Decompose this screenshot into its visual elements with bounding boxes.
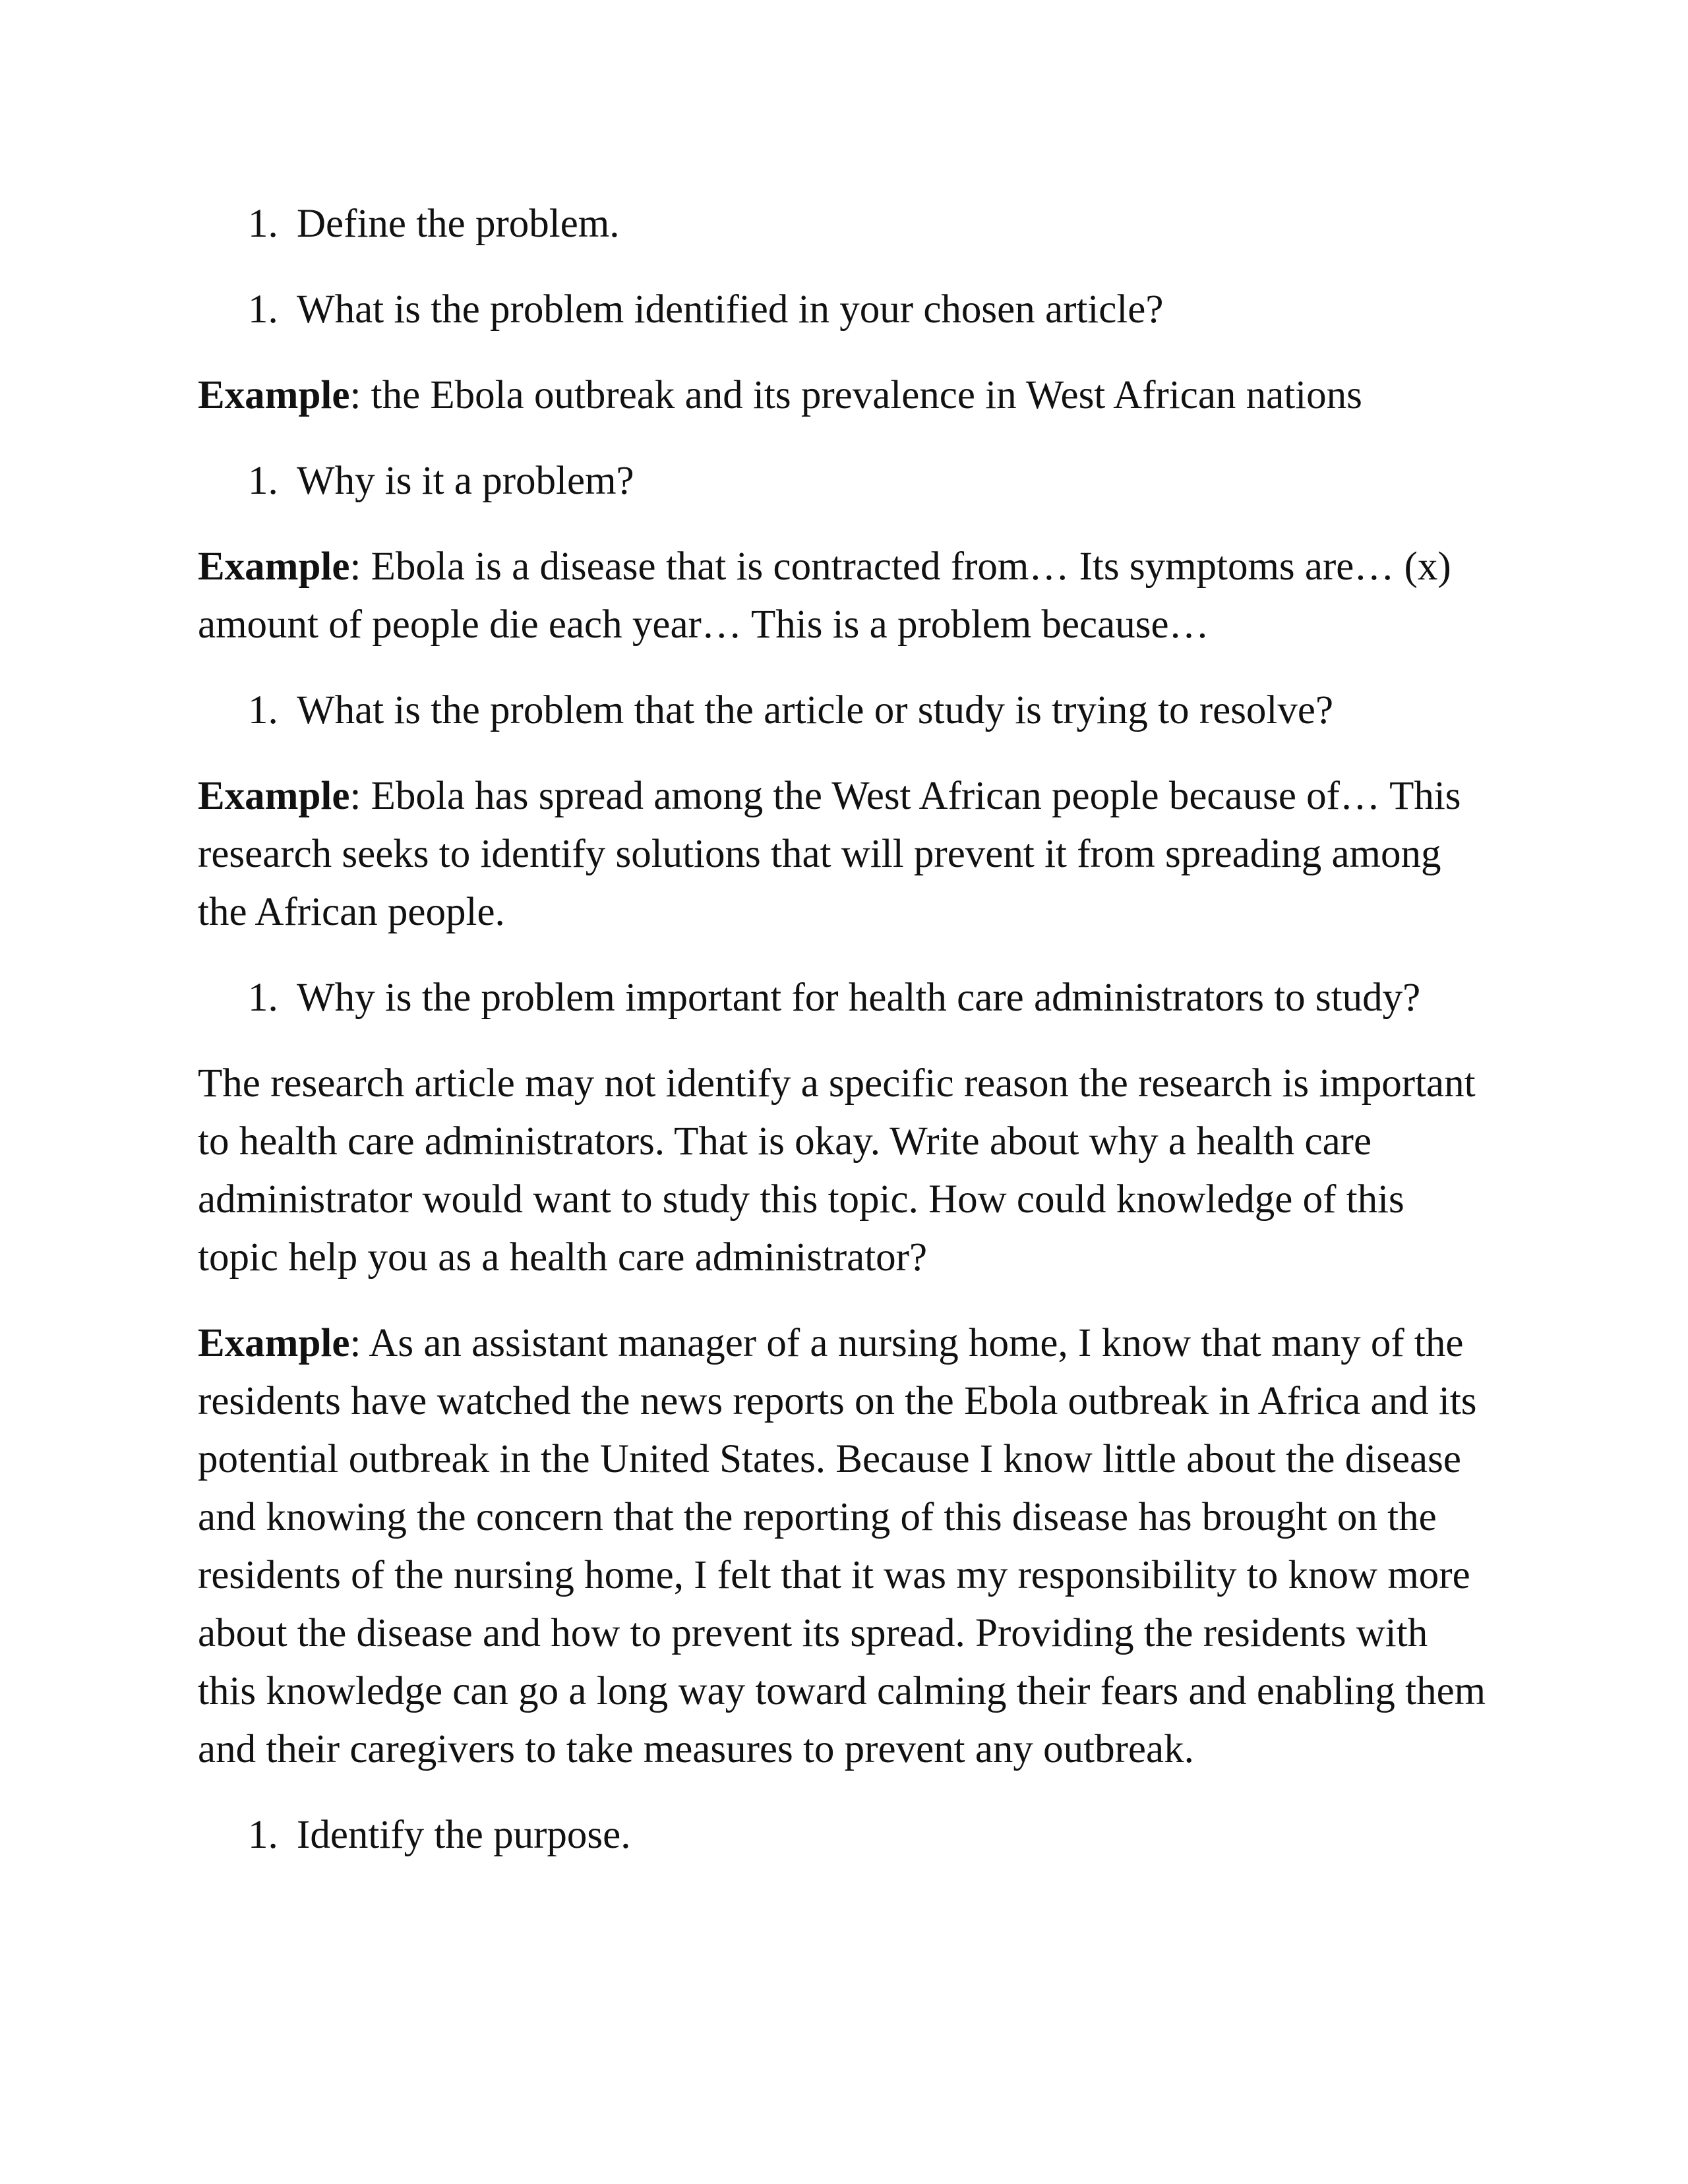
- list-text: What is the problem identified in your chosen article?: [297, 287, 1164, 332]
- example-paragraph-importance: [198, 1314, 1490, 1779]
- list-text: Define the problem.: [297, 202, 620, 246]
- list-item-importance: [198, 969, 1490, 1027]
- example-paragraph-why: [198, 538, 1490, 654]
- list-number: 1.: [248, 976, 278, 1020]
- example-label: Example: [198, 774, 350, 818]
- list-item-problem-resolve: [198, 682, 1490, 740]
- example-text: : As an assistant manager of a nursing home, I know that many of the residents have watched the news reports on the Ebola outbreak in Africa and its potential outbreak in the United States. Because I know little about the disease and knowing the concern that the reporting of this disease has brought on the residents of the nursing home, I felt that it was my responsibility to know more about the disease and how to prevent its spread. Providing the residents with this knowledge can go a long way toward calming their fears and enabling them and their caregivers to take measures to prevent any outbreak.: [198, 1321, 1486, 1771]
- example-text: : Ebola has spread among the West African people because of… This research seeks to identify solutions that will prevent it from spreading among the African people.: [198, 774, 1461, 934]
- example-label: Example: [198, 545, 350, 589]
- example-paragraph-resolve: [198, 767, 1490, 941]
- list-text: Why is the problem important for health care administrators to study?: [297, 976, 1421, 1020]
- list-item-why-problem: [198, 452, 1490, 510]
- example-text: : the Ebola outbreak and its prevalence in West African nations: [349, 373, 1362, 417]
- document-body: [198, 195, 1490, 1864]
- list-number: 1.: [248, 1813, 278, 1857]
- list-number: 1.: [248, 202, 278, 246]
- list-text: What is the problem that the article or study is trying to resolve?: [297, 688, 1334, 732]
- list-text: Why is it a problem?: [297, 459, 634, 503]
- list-number: 1.: [248, 688, 278, 732]
- example-paragraph-problem: [198, 367, 1490, 425]
- example-text: : Ebola is a disease that is contracted from… Its symptoms are… (x) amount of people die each year… This is a problem because…: [198, 545, 1451, 647]
- list-item-define-problem: [198, 195, 1490, 253]
- list-item-identify-purpose: [198, 1806, 1490, 1864]
- plain-paragraph-importance: The research article may not identify a specific reason the research is important to health care administrators. That is okay. Write about why a health care administrator would want to study this topic. How could knowledge of this topic help you as a health care administrator?: [198, 1061, 1476, 1280]
- list-number: 1.: [248, 287, 278, 332]
- example-label: Example: [198, 1321, 350, 1365]
- list-number: 1.: [248, 459, 278, 503]
- list-item-problem-identified: [198, 281, 1490, 339]
- example-label: Example: [198, 373, 350, 417]
- list-text: Identify the purpose.: [297, 1813, 631, 1857]
